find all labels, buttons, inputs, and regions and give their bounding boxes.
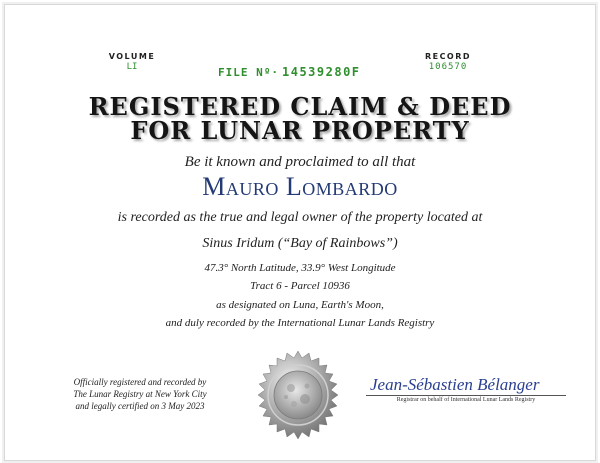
- title-line-1: REGISTERED CLAIM & DEED: [88, 92, 512, 121]
- registration-line-3: and legally certified on 3 May 2023: [75, 401, 205, 411]
- record-value: 106570: [428, 62, 468, 72]
- coordinates: 47.3° North Latitude, 33.9° West Longitude: [204, 262, 396, 274]
- registration-line-2: The Lunar Registry at New York City: [73, 389, 207, 399]
- registration-line-1: Officially registered and recorded by: [73, 377, 207, 387]
- signature-line: [366, 395, 566, 396]
- record-label: RECORD: [424, 52, 472, 61]
- registrar-signature: [366, 374, 566, 396]
- registration-note: [40, 376, 240, 412]
- file-label: FILE Nº·: [218, 66, 279, 79]
- designation-text: as designated on Luna, Earth's Moon,: [216, 299, 384, 311]
- title-line-2: FOR LUNAR PROPERTY: [130, 116, 470, 145]
- owner-name: Mauro Lombardo: [202, 172, 398, 201]
- volume-value: LI: [126, 62, 138, 72]
- signature-caption: Registrar on behalf of International Lunar Lands Registry: [396, 397, 536, 403]
- moon-seal-icon: [253, 350, 343, 440]
- property-location: Sinus Iridum (“Bay of Rainbows”): [202, 236, 398, 251]
- file-number: 14539280F: [282, 65, 361, 79]
- signature-text: Jean-Sébastien Bélanger: [370, 375, 540, 394]
- owner-statement: is recorded as the true and legal owner of the property located at: [117, 210, 483, 225]
- proclamation-text: Be it known and proclaimed to all that: [184, 154, 416, 170]
- registry-text: and duly recorded by the International Lunar Lands Registry: [165, 317, 435, 329]
- tract-parcel: Tract 6 - Parcel 10936: [250, 280, 350, 292]
- volume-label: VOLUME: [108, 52, 156, 61]
